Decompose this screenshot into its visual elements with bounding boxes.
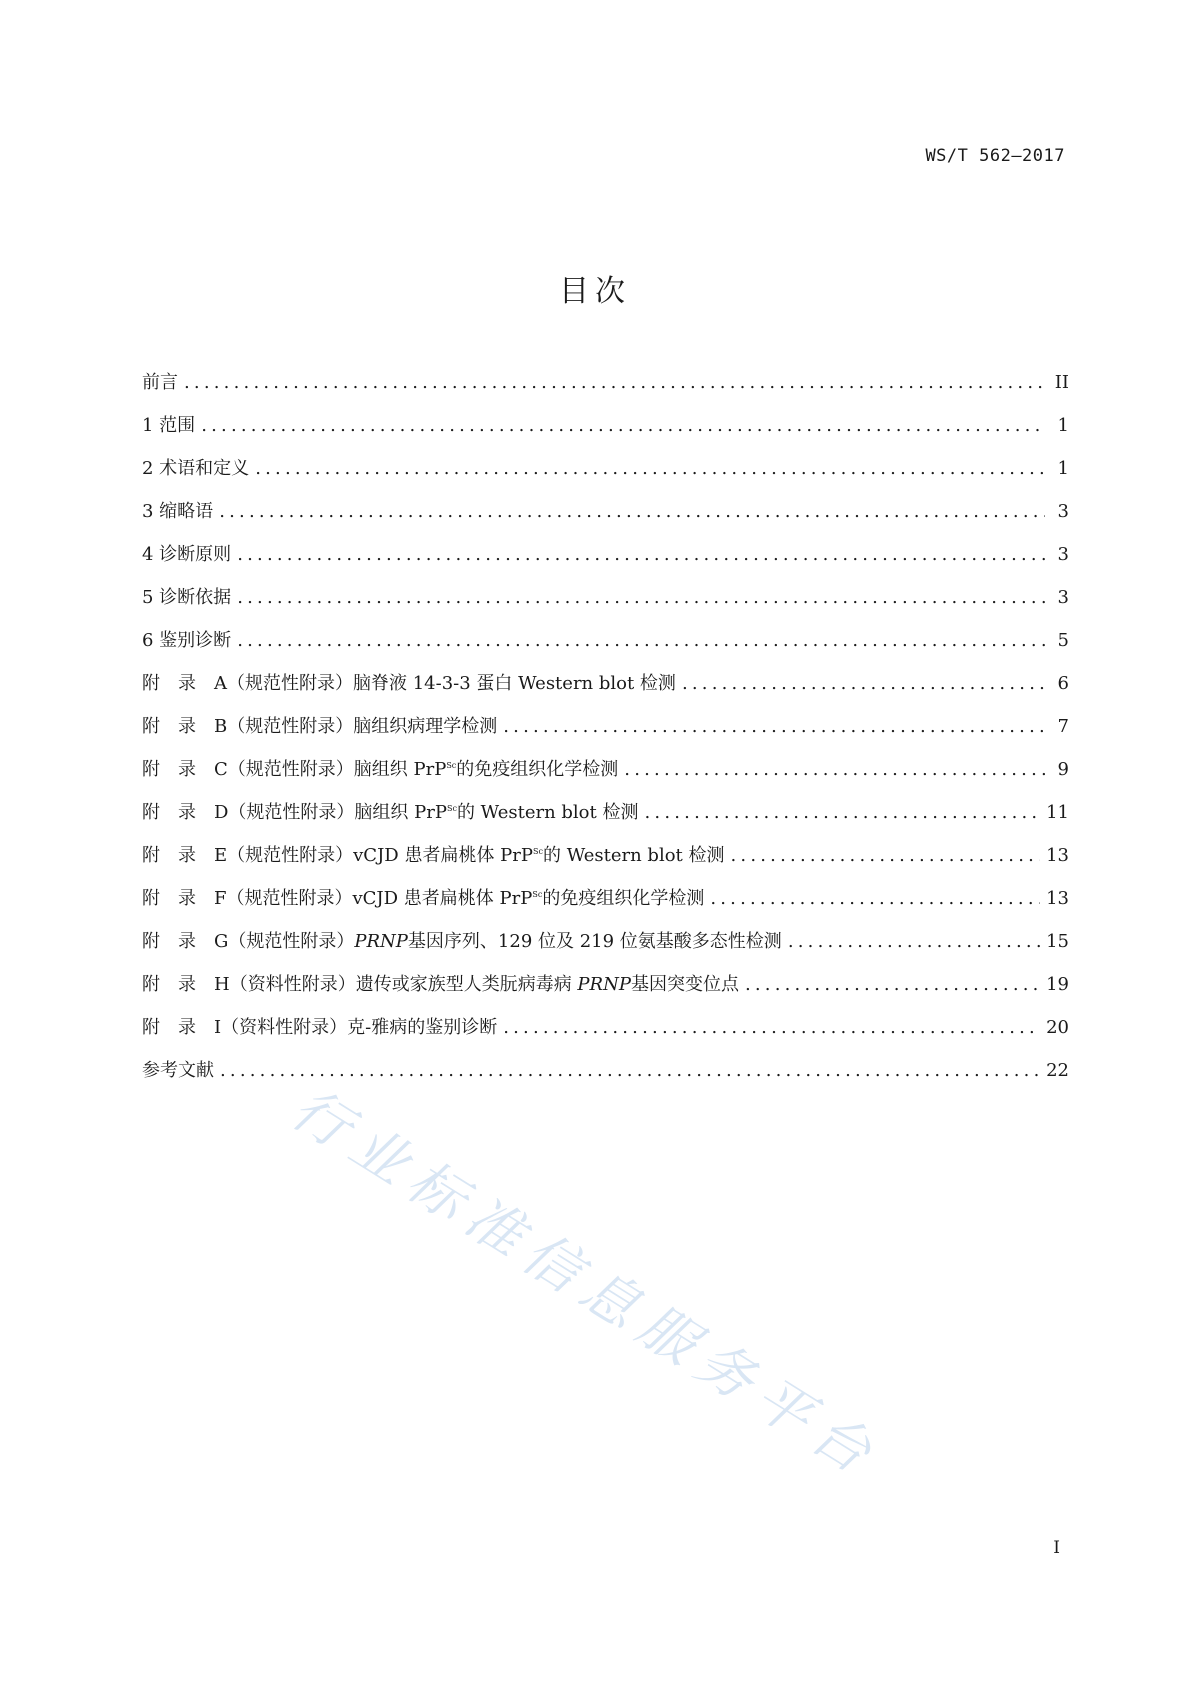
superscript-sc: Sc — [532, 890, 543, 899]
toc-label-part: 基因序列、129 位及 219 位氨基酸多态性检测 — [407, 931, 782, 952]
toc-leader-dots — [237, 630, 1045, 651]
toc-label-part: 的免疫组织化学检测 — [542, 888, 705, 909]
toc-page-number: 13 — [1046, 888, 1069, 909]
toc-entry-appendix-c[interactable] — [142, 755, 1069, 798]
toc-label — [142, 970, 745, 996]
table-of-contents — [142, 368, 1069, 1099]
toc-leader-dots — [624, 759, 1045, 780]
toc-page-number: 13 — [1046, 845, 1069, 866]
toc-label: 3 缩略语 — [142, 501, 214, 522]
toc-entry-abbreviations[interactable] — [142, 497, 1069, 540]
gene-name-italic: PRNP — [354, 931, 408, 952]
toc-leader-dots — [220, 1060, 1040, 1081]
toc-label: 附 录 B（规范性附录）脑组织病理学检测 — [142, 716, 498, 737]
toc-label-part: 附 录 C（规范性附录）脑组织 PrP — [142, 759, 447, 780]
toc-label-part: 的 Western blot 检测 — [456, 802, 639, 823]
toc-leader-dots — [682, 673, 1045, 694]
toc-entry-foreword[interactable] — [142, 368, 1069, 411]
toc-page-number: 3 — [1057, 544, 1069, 565]
toc-label: 5 诊断依据 — [142, 587, 232, 608]
toc-leader-dots — [237, 544, 1045, 565]
toc-entry-terms[interactable] — [142, 454, 1069, 497]
toc-label: 附 录 A（规范性附录）脑脊液 14-3-3 蛋白 Western blot 检测 — [142, 673, 676, 694]
toc-page-number: 3 — [1057, 587, 1069, 608]
toc-entry-diagnostic-principles[interactable] — [142, 540, 1069, 583]
toc-page-number: 1 — [1057, 458, 1069, 479]
toc-label: 2 术语和定义 — [142, 458, 250, 479]
toc-page-number: 6 — [1057, 673, 1069, 694]
toc-entry-appendix-e[interactable] — [142, 841, 1069, 884]
toc-page-number: 19 — [1046, 974, 1069, 995]
toc-leader-dots — [219, 501, 1045, 522]
toc-entry-references[interactable] — [142, 1056, 1069, 1099]
toc-page-number: 1 — [1057, 415, 1069, 436]
page-title: 目次 — [559, 274, 631, 309]
toc-leader-dots — [503, 1017, 1040, 1038]
toc-label — [142, 755, 624, 781]
toc-page-number: 11 — [1046, 802, 1069, 823]
toc-leader-dots — [184, 372, 1045, 393]
page-number: I — [1053, 1538, 1060, 1558]
toc-label: 前言 — [142, 372, 178, 393]
toc-leader-dots — [237, 587, 1045, 608]
toc-entry-differential-diagnosis[interactable] — [142, 626, 1069, 669]
toc-label-part: 的免疫组织化学检测 — [456, 759, 619, 780]
toc-page-number: 3 — [1057, 501, 1069, 522]
toc-label-part: 附 录 F（规范性附录）vCJD 患者扁桃体 PrP — [142, 888, 533, 909]
toc-label-part: 附 录 H（资料性附录）遗传或家族型人类朊病毒病 — [142, 974, 578, 995]
toc-page-number: 20 — [1046, 1017, 1069, 1038]
toc-leader-dots — [745, 974, 1040, 995]
toc-label-part: 附 录 D（规范性附录）脑组织 PrP — [142, 802, 447, 823]
toc-page-number: 9 — [1057, 759, 1069, 780]
toc-label — [142, 927, 788, 953]
toc-page-number: 5 — [1057, 630, 1069, 651]
toc-entry-appendix-i[interactable] — [142, 1013, 1069, 1056]
toc-entry-appendix-a[interactable] — [142, 669, 1069, 712]
toc-page-number: II — [1054, 372, 1069, 393]
toc-label-part: 附 录 G（规范性附录） — [142, 931, 355, 952]
toc-label: 附 录 I（资料性附录）克-雅病的鉴别诊断 — [142, 1017, 498, 1038]
superscript-sc: Sc — [446, 804, 457, 813]
watermark: 行业标准信息服务平台 — [280, 1076, 892, 1492]
toc-entry-appendix-f[interactable] — [142, 884, 1069, 927]
toc-label-part: 基因突变位点 — [630, 974, 739, 995]
toc-leader-dots — [788, 931, 1040, 952]
superscript-sc: Sc — [446, 761, 457, 770]
toc-entry-appendix-d[interactable] — [142, 798, 1069, 841]
toc-page-number: 7 — [1057, 716, 1069, 737]
toc-label: 1 范围 — [142, 415, 196, 436]
toc-entry-diagnostic-basis[interactable] — [142, 583, 1069, 626]
toc-entry-appendix-h[interactable] — [142, 970, 1069, 1013]
superscript-sc: Sc — [533, 847, 543, 856]
toc-leader-dots — [201, 415, 1045, 436]
toc-page-number: 15 — [1046, 931, 1069, 952]
toc-entry-appendix-g[interactable] — [142, 927, 1069, 970]
toc-leader-dots — [710, 888, 1040, 909]
document-code: WS/T 562—2017 — [925, 146, 1065, 166]
toc-label — [142, 884, 710, 910]
toc-leader-dots — [503, 716, 1045, 737]
toc-label — [142, 841, 731, 867]
toc-entry-appendix-b[interactable] — [142, 712, 1069, 755]
toc-label — [142, 798, 644, 824]
toc-label: 4 诊断原则 — [142, 544, 232, 565]
toc-leader-dots — [644, 802, 1040, 823]
gene-name-italic: PRNP — [577, 974, 631, 995]
toc-leader-dots — [255, 458, 1045, 479]
toc-label: 参考文献 — [142, 1060, 214, 1081]
toc-label-part: 附 录 E（规范性附录）vCJD 患者扁桃体 PrP — [142, 845, 533, 866]
toc-page-number: 22 — [1046, 1060, 1069, 1081]
toc-label-part: 的 Western blot 检测 — [542, 845, 725, 866]
toc-entry-scope[interactable] — [142, 411, 1069, 454]
toc-leader-dots — [731, 845, 1041, 866]
toc-label: 6 鉴别诊断 — [142, 630, 232, 651]
